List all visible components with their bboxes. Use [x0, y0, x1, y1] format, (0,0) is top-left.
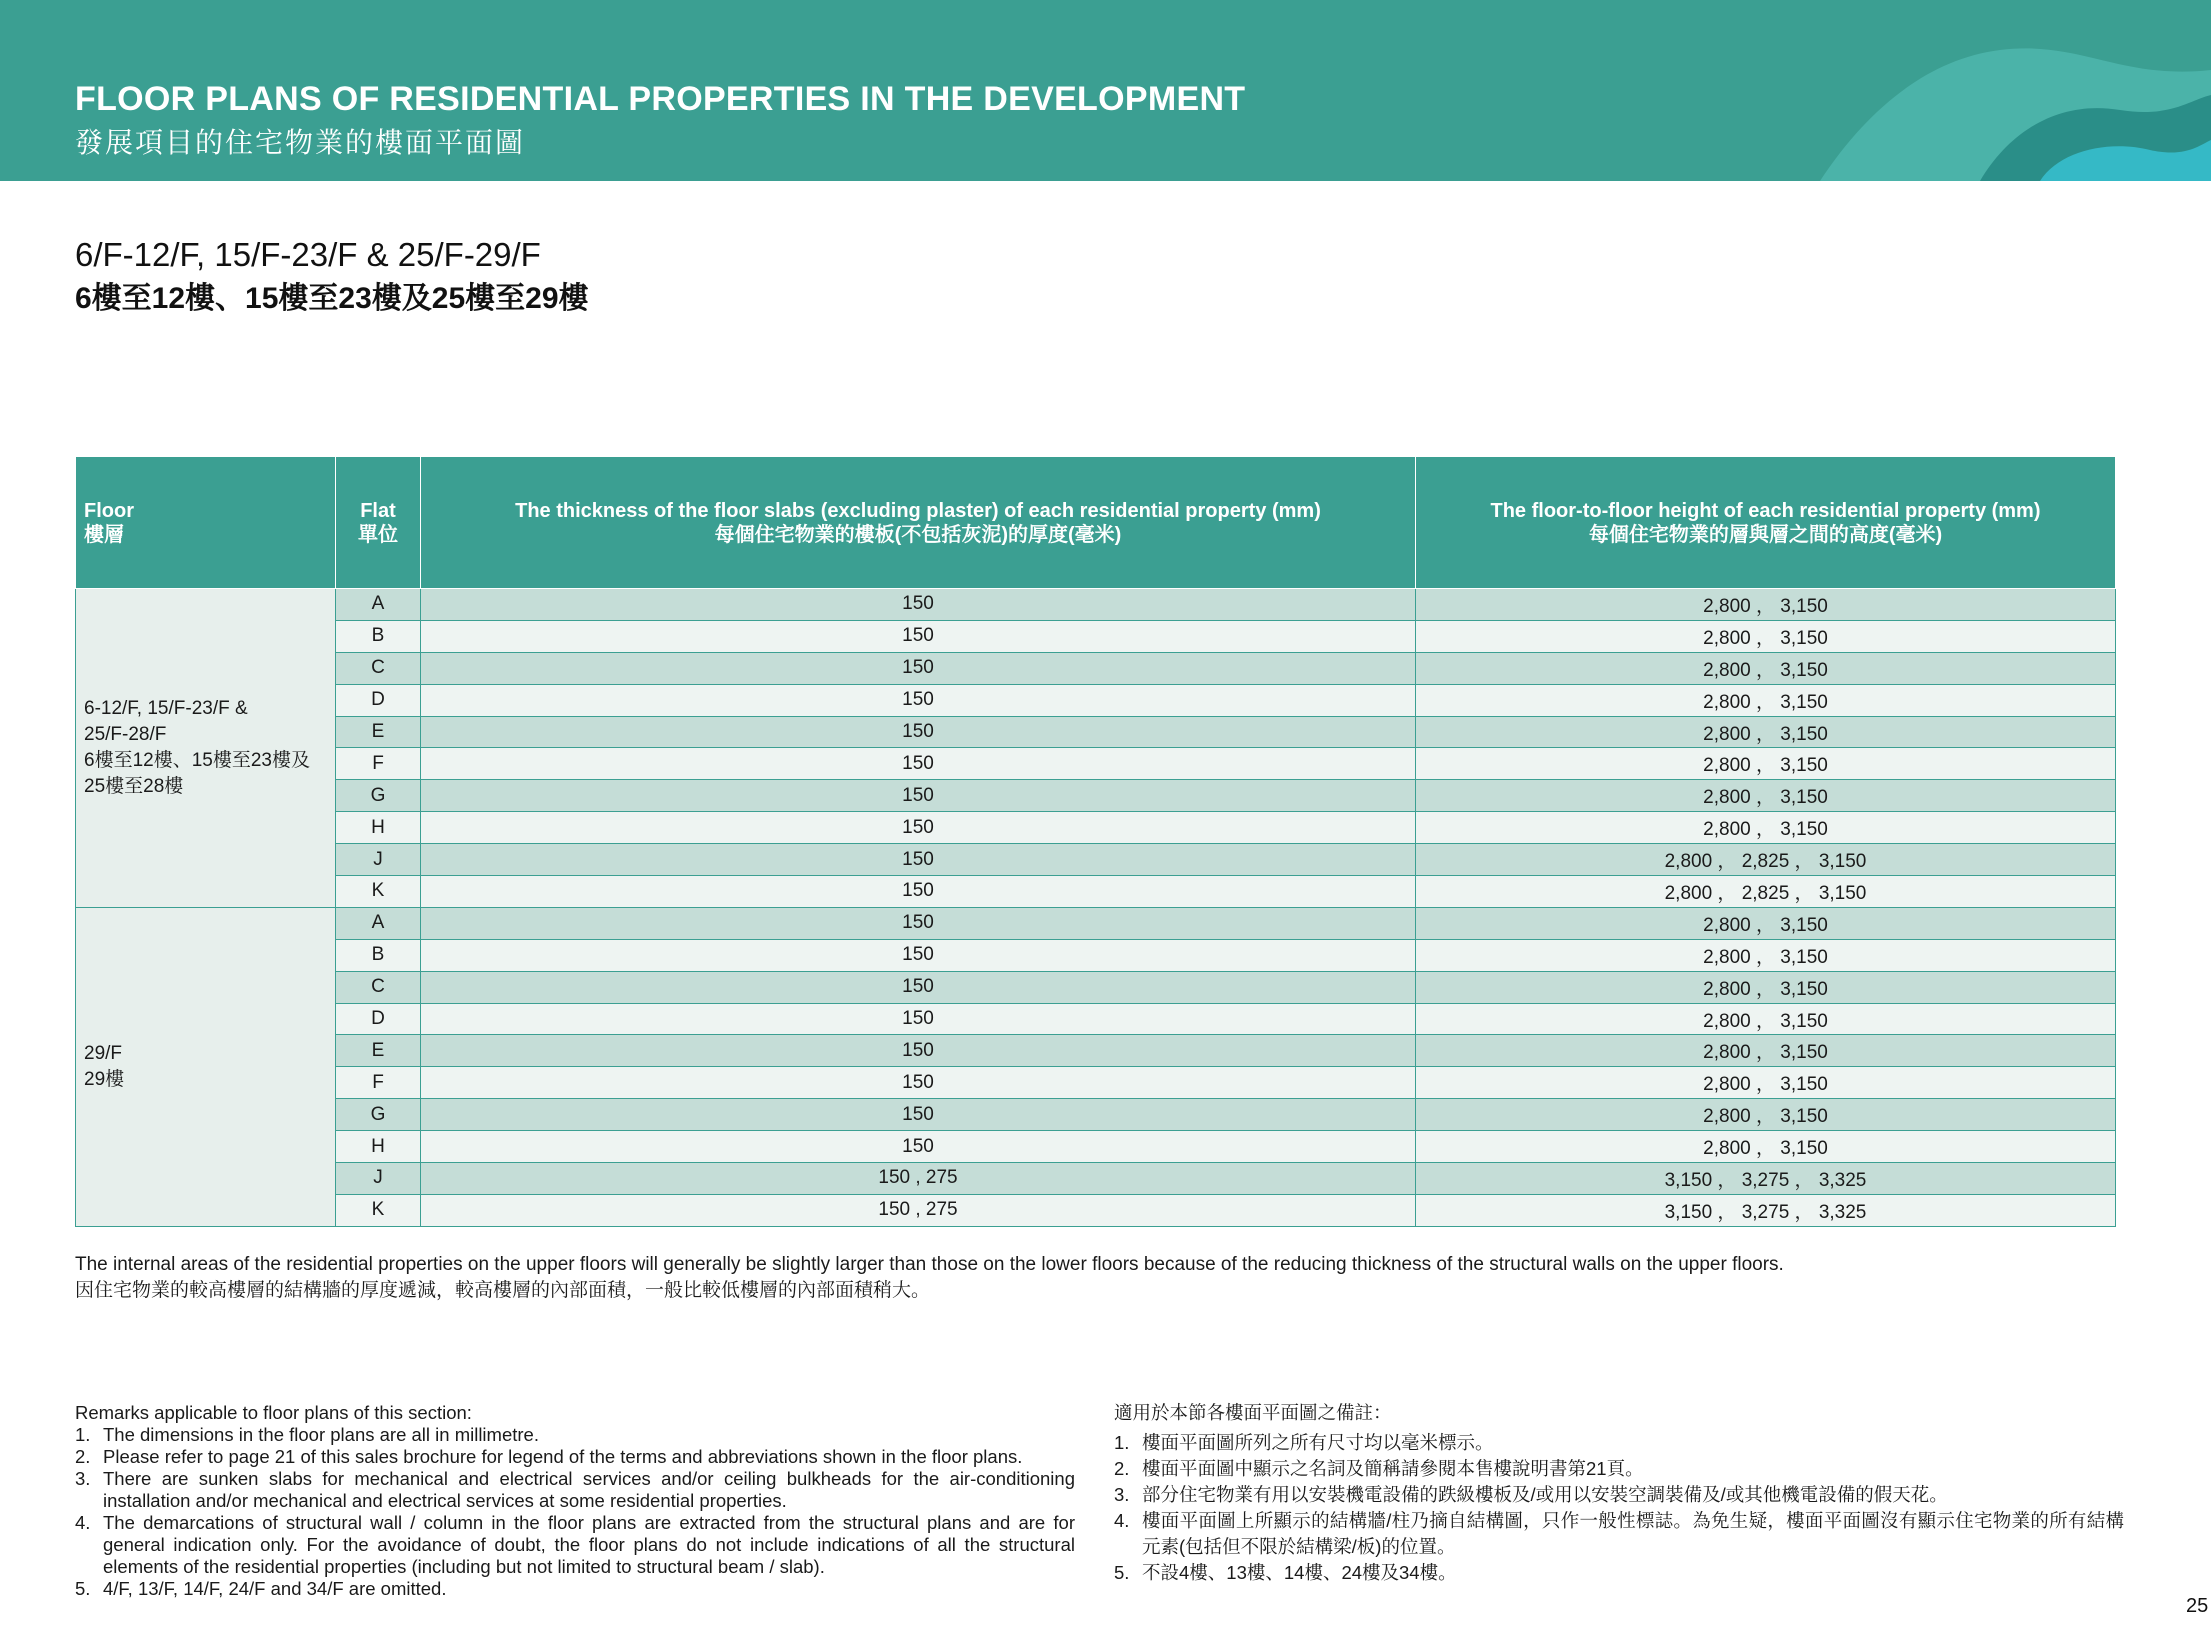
table-row — [76, 1163, 2116, 1195]
flat-column-header: Flat 單位 — [336, 457, 421, 589]
floor-height-column-header: The floor-to-floor height of each residential property (mm) 每個住宅物業的層與層之間的高度(毫米) — [1416, 457, 2116, 589]
table-row — [76, 748, 2116, 780]
section-title-zh: 6樓至12樓、15樓至23樓及25樓至29樓 — [75, 282, 589, 315]
flat-cell: F — [336, 1067, 421, 1099]
flat-cell: K — [336, 876, 421, 908]
table-row — [76, 1131, 2116, 1163]
upper-floor-note-zh: 因住宅物業的較高樓層的結構牆的厚度遞減，較高樓層的內部面積，一般比較低樓層的內部面積稍大。 — [75, 1280, 931, 1301]
flat-cell: J — [336, 844, 421, 876]
floor-height-cell: 2,800 ， 3,150 — [1416, 1099, 2116, 1131]
slab-thickness-cell: 150 — [421, 907, 1416, 939]
table-row — [76, 812, 2116, 844]
floor-height-cell: 2,800 ， 3,150 — [1416, 1003, 2116, 1035]
table-row — [76, 716, 2116, 748]
flat-cell: G — [336, 780, 421, 812]
slab-thickness-cell: 150 — [421, 971, 1416, 1003]
floor-height-cell: 2,800 ， 3,150 — [1416, 780, 2116, 812]
remark-item-zh: 2. 樓面平面圖中顯示之名詞及簡稱請參閱本售樓說明書第21頁。 — [1114, 1458, 1644, 1479]
floor-height-cell: 2,800 ， 3,150 — [1416, 748, 2116, 780]
table-row — [76, 876, 2116, 908]
remark-item: 3. There are sunken slabs for mechanical and electrical services and/or ceiling bulkheads for the air-conditioning installation and/or mechanical and electrical services at some residential properties. — [75, 1468, 1075, 1511]
slab-thickness-cell: 150 , 275 — [421, 1163, 1416, 1195]
slab-thickness-cell: 150 — [421, 1035, 1416, 1067]
floor-group-cell — [76, 589, 336, 908]
flat-cell: H — [336, 1131, 421, 1163]
slab-thickness-cell: 150 — [421, 1131, 1416, 1163]
slab-thickness-cell: 150 — [421, 939, 1416, 971]
slab-thickness-cell: 150 — [421, 652, 1416, 684]
slab-thickness-cell: 150 — [421, 1003, 1416, 1035]
floor-label: 6樓至12樓、15樓至23樓及 — [84, 749, 310, 771]
page-title-zh: 發展項目的住宅物業的樓面平面圖 — [75, 127, 526, 158]
flat-cell: B — [336, 620, 421, 652]
upper-floor-note-en: The internal areas of the residential properties on the upper floors will generally be slightly larger than those on the lower floors because of the reducing thickness of the structural walls on the upper floors. — [75, 1254, 1784, 1275]
flat-cell: E — [336, 716, 421, 748]
table-row — [76, 620, 2116, 652]
floor-label: 25樓至28樓 — [84, 775, 184, 797]
page-title: FLOOR PLANS OF RESIDENTIAL PROPERTIES IN THE DEVELOPMENT — [75, 80, 1246, 118]
floor-height-cell: 2,800 ， 3,150 — [1416, 1067, 2116, 1099]
flat-cell: G — [336, 1099, 421, 1131]
flat-cell: F — [336, 748, 421, 780]
floor-height-cell: 2,800 ， 3,150 — [1416, 716, 2116, 748]
floor-height-cell: 2,800 ， 3,150 — [1416, 907, 2116, 939]
slab-thickness-cell: 150 — [421, 876, 1416, 908]
slab-thickness-cell: 150 — [421, 812, 1416, 844]
flat-cell: D — [336, 684, 421, 716]
flat-cell: A — [336, 589, 421, 621]
flat-cell: B — [336, 939, 421, 971]
flat-cell: K — [336, 1194, 421, 1226]
floor-column-header: Floor 樓層 — [76, 457, 336, 589]
header-banner — [0, 0, 2211, 181]
floor-height-cell: 2,800 ， 3,150 — [1416, 652, 2116, 684]
slab-thickness-cell: 150 — [421, 716, 1416, 748]
table-row — [76, 684, 2116, 716]
slab-thickness-column-header: The thickness of the floor slabs (excluding plaster) of each residential property (mm) 每個住宅物業的樓板(不包括灰泥)的厚度(毫米) — [421, 457, 1416, 589]
slab-thickness-cell: 150 — [421, 589, 1416, 621]
slab-thickness-cell: 150 — [421, 748, 1416, 780]
floor-height-cell: 2,800 ， 3,150 — [1416, 812, 2116, 844]
table-row — [76, 589, 2116, 621]
flat-cell: H — [336, 812, 421, 844]
floor-height-cell: 3,150 ， 3,275 ， 3,325 — [1416, 1194, 2116, 1226]
table-row — [76, 1099, 2116, 1131]
slab-thickness-cell: 150 — [421, 620, 1416, 652]
remarks-en — [75, 1402, 1075, 1600]
remarks-heading-en: Remarks applicable to floor plans of this section: — [75, 1402, 472, 1423]
section-title: 6/F-12/F, 15/F-23/F & 25/F-29/F — [75, 236, 541, 273]
floor-height-cell: 2,800 ， 3,150 — [1416, 1035, 2116, 1067]
remark-item-zh: 1. 樓面平面圖所列之所有尺寸均以毫米標示。 — [1114, 1432, 1494, 1453]
slab-thickness-cell: 150 — [421, 1067, 1416, 1099]
table-row — [76, 1035, 2116, 1067]
remark-item: 1. The dimensions in the floor plans are all in millimetre. — [75, 1424, 539, 1445]
flat-cell: J — [336, 1163, 421, 1195]
floor-height-cell: 2,800 ， 3,150 — [1416, 939, 2116, 971]
floor-label: 29樓 — [84, 1068, 125, 1090]
table-row — [76, 1003, 2116, 1035]
remark-item: 2. Please refer to page 21 of this sales brochure for legend of the terms and abbreviations shown in the floor plans. — [75, 1446, 1023, 1467]
flat-cell: C — [336, 971, 421, 1003]
flat-cell: E — [336, 1035, 421, 1067]
table-row — [76, 971, 2116, 1003]
floor-height-cell: 2,800 ， 3,150 — [1416, 971, 2116, 1003]
flat-cell: C — [336, 652, 421, 684]
slab-thickness-cell: 150 — [421, 684, 1416, 716]
floor-height-cell: 2,800 ， 3,150 — [1416, 684, 2116, 716]
table-row — [76, 907, 2116, 939]
flat-cell: D — [336, 1003, 421, 1035]
upper-floor-note — [75, 1252, 1784, 1304]
floor-height-cell: 2,800 ， 3,150 — [1416, 1131, 2116, 1163]
table-row — [76, 1067, 2116, 1099]
floor-group-cell — [76, 907, 336, 1226]
table-header-row — [76, 457, 2116, 589]
page-number: 25 — [2186, 1595, 2209, 1617]
floor-height-cell: 3,150 ， 3,275 ， 3,325 — [1416, 1163, 2116, 1195]
floor-label: 29/F — [84, 1042, 123, 1064]
remark-item: 4. The demarcations of structural wall / column in the floor plans are extracted from the structural plans and are for general indication only. For the avoidance of doubt, the floor plans do not include indications of all the structural elements of the residential properties (including but not limited to structural beam / slab). — [75, 1512, 1075, 1577]
remark-item-zh: 5. 不設4樓、13樓、14樓、24樓及34樓。 — [1114, 1562, 1457, 1583]
floor-label: 6-12/F, 15/F-23/F & — [84, 697, 248, 719]
floor-height-cell: 2,800 ， 3,150 — [1416, 589, 2116, 621]
slab-thickness-cell: 150 , 275 — [421, 1194, 1416, 1226]
remarks-zh — [1114, 1402, 2124, 1586]
floor-label: 25/F-28/F — [84, 723, 167, 745]
floor-spec-table — [75, 456, 2116, 1227]
remarks-heading-zh: 適用於本節各樓面平面圖之備註： — [1114, 1402, 1392, 1423]
floor-height-cell: 2,800 ， 2,825 ， 3,150 — [1416, 844, 2116, 876]
slab-thickness-cell: 150 — [421, 780, 1416, 812]
table-row — [76, 652, 2116, 684]
slab-thickness-cell: 150 — [421, 1099, 1416, 1131]
table-row — [76, 780, 2116, 812]
floor-height-cell: 2,800 ， 2,825 ， 3,150 — [1416, 876, 2116, 908]
table-row — [76, 844, 2116, 876]
slab-thickness-cell: 150 — [421, 844, 1416, 876]
table-row — [76, 939, 2116, 971]
remark-item-zh: 3. 部分住宅物業有用以安裝機電設備的跌級樓板及/或用以安裝空調裝備及/或其他機電設備的假天花。 — [1114, 1484, 1948, 1505]
table-row — [76, 1194, 2116, 1226]
remark-item: 5. 4/F, 13/F, 14/F, 24/F and 34/F are omitted. — [75, 1578, 447, 1599]
flat-cell: A — [336, 907, 421, 939]
floor-height-cell: 2,800 ， 3,150 — [1416, 620, 2116, 652]
remark-item-zh: 4. 樓面平面圖上所顯示的結構牆/柱乃摘自結構圖，只作一般性標誌。為免生疑，樓面平面圖沒有顯示住宅物業的所有結構元素(包括但不限於結構梁/板)的位置。 — [1114, 1510, 2124, 1557]
